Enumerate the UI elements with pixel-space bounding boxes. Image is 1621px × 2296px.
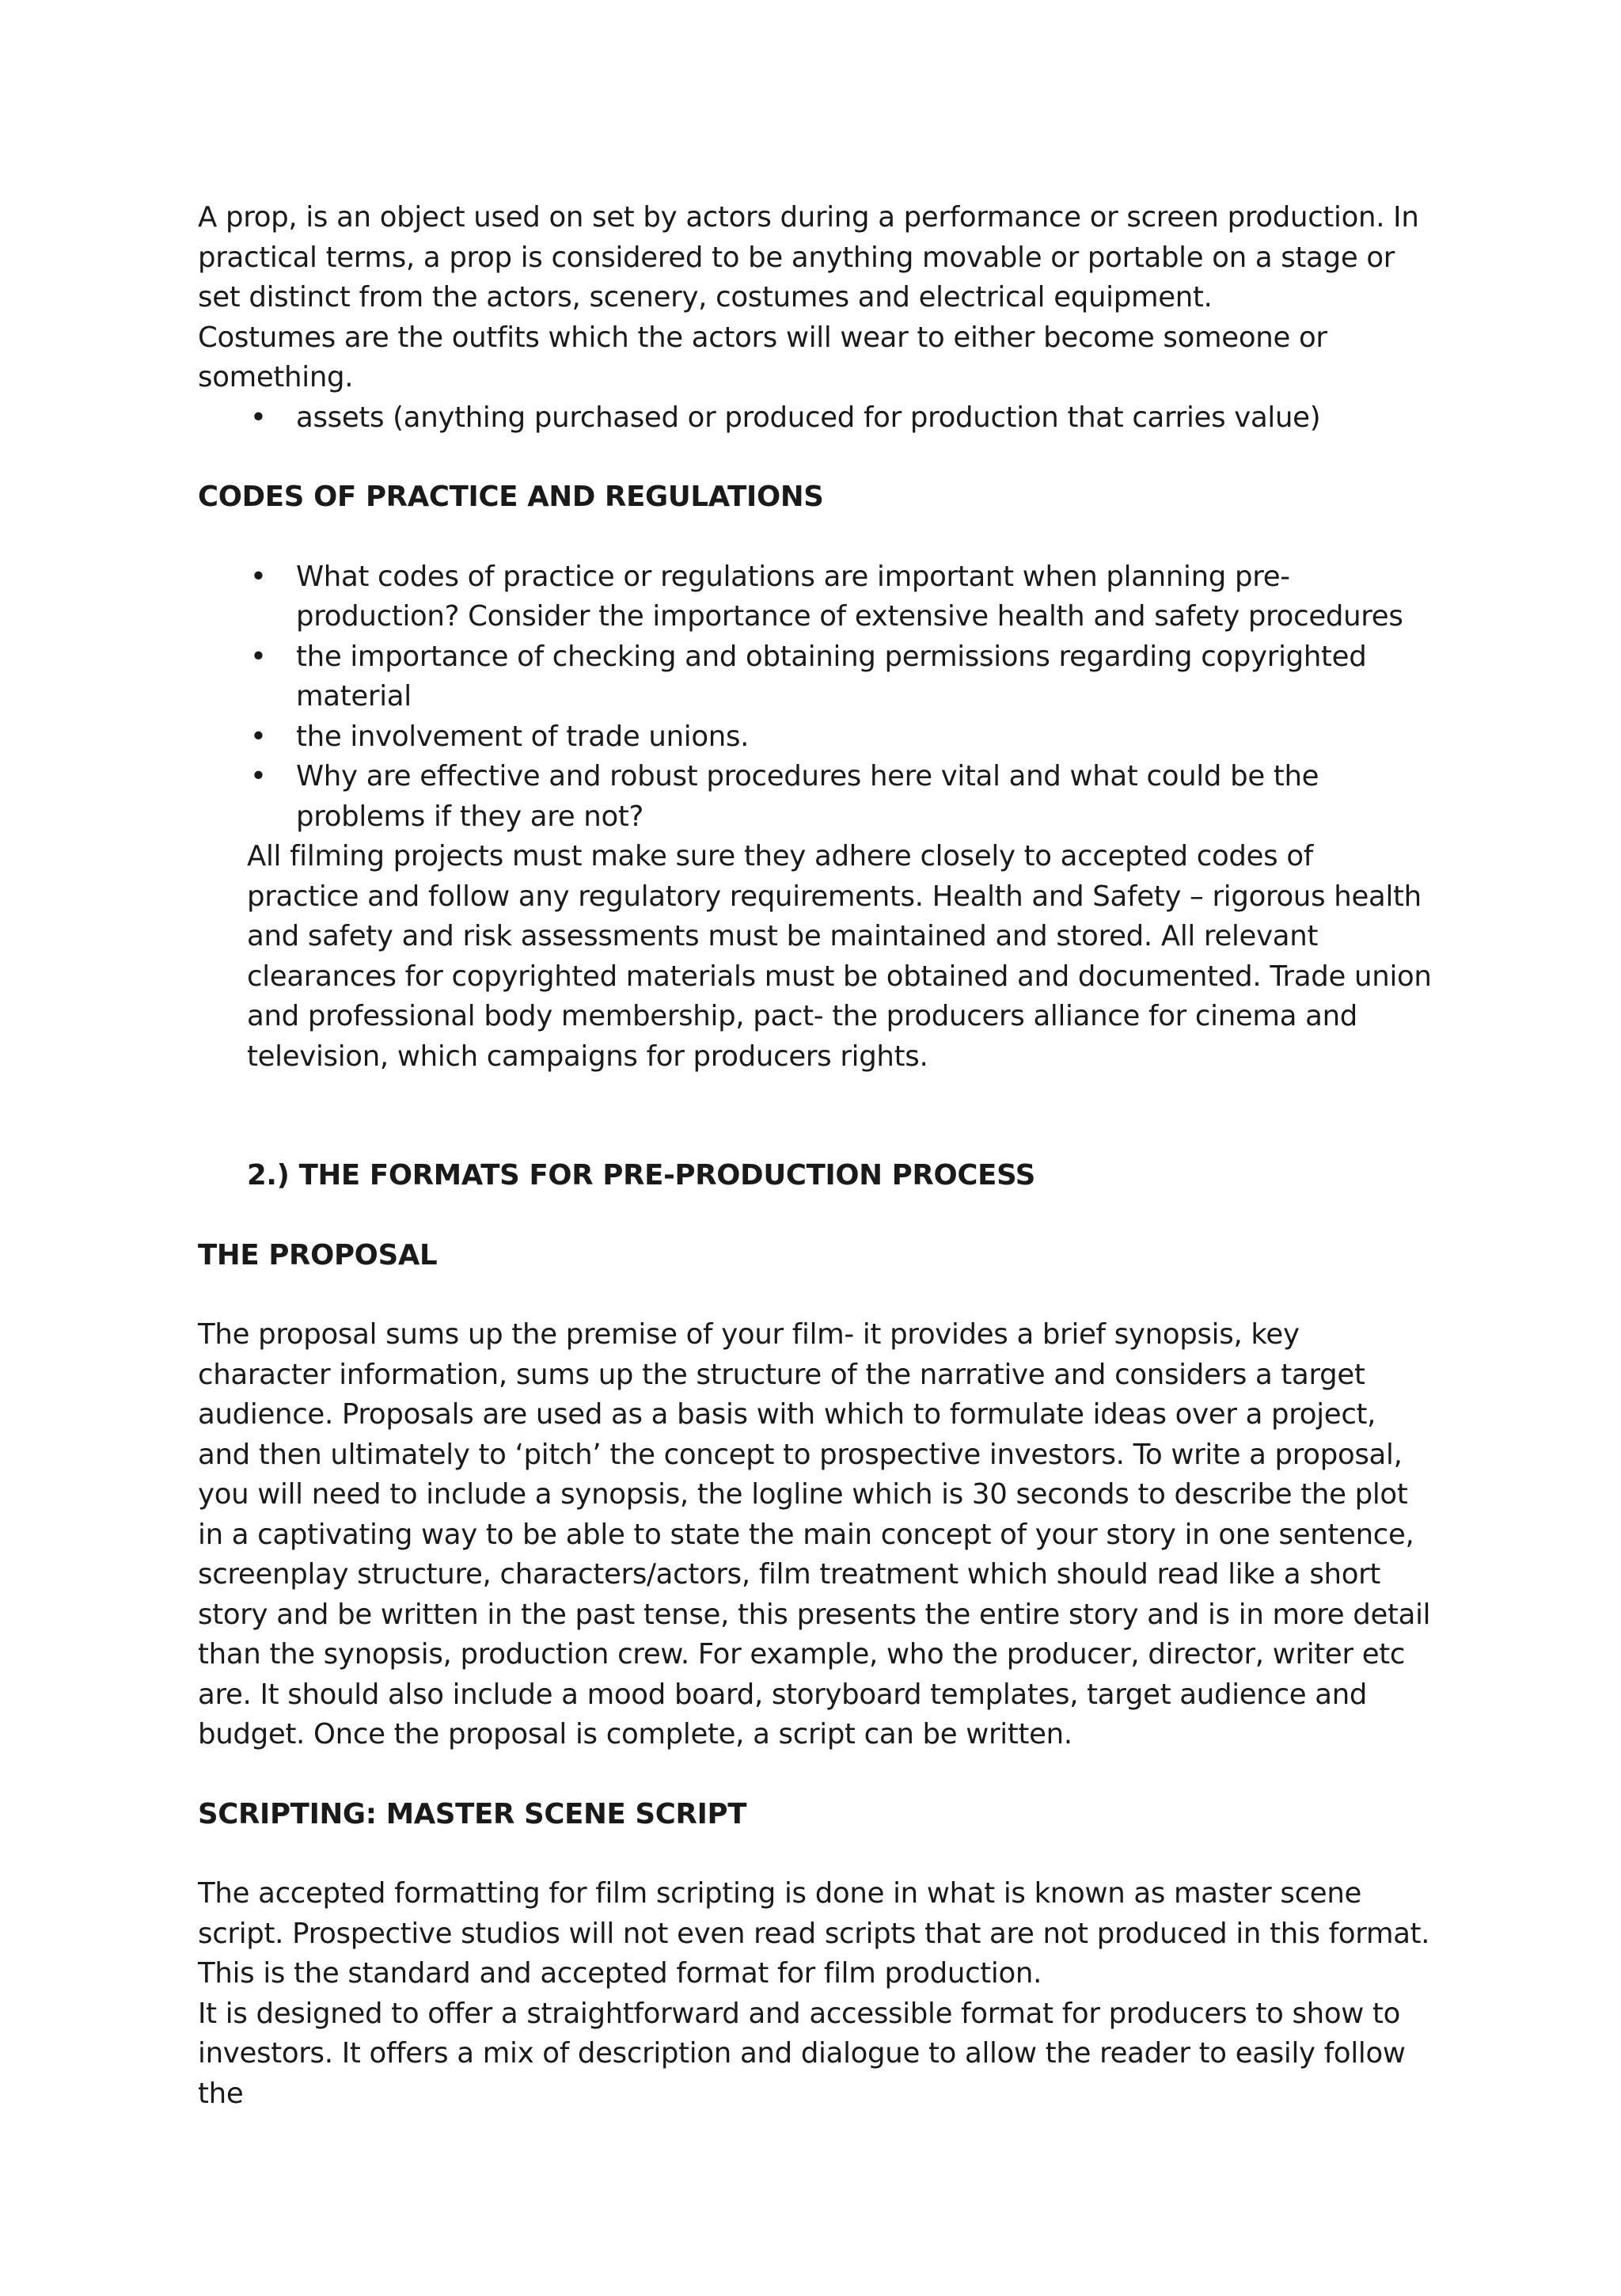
bullet-icon: • bbox=[250, 760, 267, 793]
list-item bbox=[198, 717, 1433, 758]
spacer bbox=[198, 1196, 1433, 1236]
scripting-paragraph-2: It is designed to offer a straightforward and accessible format for producers to show to investors. It offers a mix of description and dialogue to allow the reader to easily follow the bbox=[198, 1997, 1406, 2110]
spacer bbox=[198, 1275, 1433, 1315]
spacer bbox=[198, 1834, 1433, 1874]
list-item-text: What codes of practice or regulations are important when planning pre-production? Consider the importance of extensive health and safety procedures bbox=[296, 560, 1403, 633]
list-item bbox=[198, 398, 1433, 439]
codes-paragraph: All filming projects must make sure they adhere closely to accepted codes of practice and follow any regulatory requirements. Health and Safety – rigorous health and safety and risk assessments must be maintained and stored. All relevant clearances for copyrighted materials must be obtained and documented. Trade union and professional body membership, pact- the producers alliance for cinema and television, which campaigns for producers rights. bbox=[247, 840, 1432, 1073]
spacer bbox=[198, 1755, 1433, 1795]
spacer bbox=[198, 1077, 1433, 1156]
section-2-list bbox=[198, 1156, 1433, 1196]
proposal-paragraph: The proposal sums up the premise of your film- it provides a brief synopsis, key character information, sums up the structure of the narrative and considers a target audience. Proposals are used as a basis with which to formulate ideas over a project, and then ultimately to ‘pitch’ the concept to prospective investors. To write a proposal, you will need to include a synopsis, the logline which is 30 seconds to describe the plot in a captivating way to be able to state the main concept of your story in one sentence, screenplay structure, characters/actors, film treatment which should read like a short story and be written in the past tense, this presents the entire story and is in more detail than the synopsis, production crew. For example, who the producer, director, writer etc are. It should also include a mood board, storyboard templates, target audience and budget. Once the proposal is complete, a script can be written. bbox=[198, 1318, 1431, 1751]
bullet-icon: • bbox=[250, 401, 267, 434]
scripting-heading: SCRIPTING: MASTER SCENE SCRIPT bbox=[198, 1797, 747, 1830]
list-item bbox=[198, 557, 1433, 637]
intro-paragraph: A prop, is an object used on set by actors during a performance or screen production. In practical terms, a prop is considered to be anything movable or portable on a stage or set distinct from the actors, scenery, costumes and electrical equipment. bbox=[198, 201, 1419, 314]
document-page bbox=[198, 198, 1433, 2114]
list-item-text: assets (anything purchased or produced for production that carries value) bbox=[296, 401, 1321, 434]
codes-bullet-list bbox=[198, 557, 1433, 838]
bullet-icon: • bbox=[250, 640, 267, 673]
list-item-text: the involvement of trade unions. bbox=[296, 720, 750, 753]
costumes-paragraph: Costumes are the outfits which the actors will wear to either become someone or something. bbox=[198, 321, 1327, 393]
spacer bbox=[198, 518, 1433, 557]
list-item-text: the importance of checking and obtaining permissions regarding copyrighted material bbox=[296, 640, 1367, 713]
list-item bbox=[198, 637, 1433, 717]
intro-bullet-list bbox=[198, 398, 1433, 439]
scripting-paragraph-1: The accepted formatting for film scripting is done in what is known as master scene script. Prospective studios will not even read scripts that are not produced in this format. This is the standard and accepted format for film production. bbox=[198, 1877, 1430, 1990]
list-item bbox=[198, 757, 1433, 837]
list-item-text: Why are effective and robust procedures here vital and what could be the problems if they are not? bbox=[296, 760, 1319, 833]
codes-heading: CODES OF PRACTICE AND REGULATIONS bbox=[198, 481, 824, 513]
proposal-heading: THE PROPOSAL bbox=[198, 1238, 438, 1272]
bullet-icon: • bbox=[250, 560, 267, 593]
bullet-icon: • bbox=[250, 720, 267, 753]
spacer bbox=[198, 438, 1433, 477]
section-2-number: 2.) bbox=[247, 1159, 290, 1192]
section-2-heading bbox=[247, 1156, 1433, 1196]
section-2-title: THE FORMATS FOR PRE-PRODUCTION PROCESS bbox=[298, 1159, 1036, 1192]
